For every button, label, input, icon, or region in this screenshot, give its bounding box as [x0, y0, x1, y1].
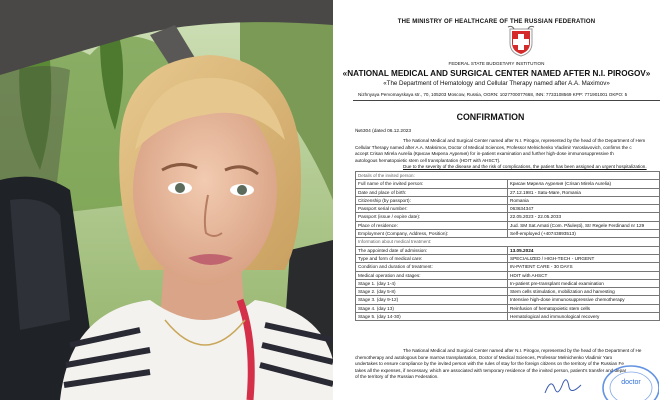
field-value: Крисан Мирела Аурелия (Crisan Mirela Aurelia)	[508, 180, 660, 188]
section-header: Details of the invited person:	[356, 172, 660, 180]
field-label: Medical operation and stages:	[356, 271, 508, 279]
field-label: Stage 3. (day 9-12)	[356, 296, 508, 304]
field-label: Stage 4. (day 13)	[356, 304, 508, 312]
field-value: Intensive high-dose immunosuppressive chemotherapy	[508, 296, 660, 304]
field-label: Type and form of medical care:	[356, 254, 508, 262]
field-value: Stem cells stimulation, mobilization and harvesting	[508, 288, 660, 296]
signature-icon	[543, 375, 583, 397]
field-label: Full name of the invited person:	[356, 180, 508, 188]
table-row	[356, 221, 660, 229]
field-value: Self-employed (+40743893513)	[508, 230, 660, 238]
confirmation-document	[333, 0, 660, 400]
field-label: Condition and duration of treatment:	[356, 263, 508, 271]
russian-emblem-icon	[506, 25, 536, 57]
field-label: Citizenship (by passport):	[356, 196, 508, 204]
table-row	[356, 230, 660, 238]
intro-line: The National Medical and Surgical Center named after N.I. Pirogov, represented by the head of the Department of Hem	[403, 138, 646, 143]
field-label: Stage 2. (day 5-8)	[356, 288, 508, 296]
table-row	[356, 271, 660, 279]
field-value: Hematological and immunological recovery	[508, 313, 660, 321]
closing-line: undertakes to ensure compliance by the invited person with the rules of stay for the foreign citizens on the territory of the Russian Fe	[355, 361, 624, 367]
closing-line: chemotherapy and autologous bone marrow transplantation, Doctor of Medical Sciences, Professor Melnichenko Vladimir Yaro	[355, 354, 613, 360]
field-label: The appointed date of admission:	[356, 246, 508, 254]
header-divider	[353, 100, 660, 101]
table-row	[356, 279, 660, 287]
table-row	[356, 304, 660, 312]
field-label: Employment (Company, Address, Position):	[356, 230, 508, 238]
table-row	[356, 246, 660, 254]
document-number: №6304 (dated 06.12.2023	[355, 129, 412, 134]
table-row	[356, 288, 660, 296]
field-label: Stage 1. (day 1-4)	[356, 279, 508, 287]
field-value: In-patient pre-transplant medical examination	[508, 279, 660, 287]
stamp-text: doctor	[621, 379, 641, 386]
table-row	[356, 213, 660, 221]
field-value: SPECIALIZED / HIGH-TECH - URGENT	[508, 254, 660, 262]
section-header: Information about medical treatment:	[356, 238, 660, 246]
table-row	[356, 188, 660, 196]
field-value: 22.05.2023 - 22.05.2033	[508, 213, 660, 221]
field-label: Passport serial number:	[356, 205, 508, 213]
table-row	[356, 313, 660, 321]
field-label: Stage 5. (day 14-30)	[356, 313, 508, 321]
closing-line: takes all the expenses, if necessary, which are associated with temporary residence of the invited person, patient's transfer and depar	[355, 367, 627, 373]
field-label: Passport (issue / expire date):	[356, 213, 508, 221]
table-row	[356, 180, 660, 188]
field-value: 27.12.1981 - Satu-Mare, Romania	[508, 188, 660, 196]
field-value: IN-PATIENT CARE - 30 DAYS	[508, 263, 660, 271]
intro-line: autologous hematopoietic stem cell transplantation (HDIT with AHSCT).	[355, 157, 501, 163]
table-row	[356, 254, 660, 262]
stamp-icon	[597, 362, 659, 400]
field-value: Reinfusion of hematopoietic stem cells	[508, 304, 660, 312]
field-value: Jud. SM Sat.Amati (Com. Păulești), Str Regele Ferdinand nr 129	[508, 221, 660, 229]
field-label: Place of residence:	[356, 221, 508, 229]
field-value: Romania	[508, 196, 660, 204]
field-value: 13.05.2024	[508, 246, 660, 254]
field-value: 063634347	[508, 205, 660, 213]
table-row	[356, 263, 660, 271]
invited-person-table	[355, 171, 660, 321]
table-row	[356, 196, 660, 204]
institution-name: «NATIONAL MEDICAL AND SURGICAL CENTER NAMED AFTER N.I. PIROGOV»	[342, 69, 651, 78]
closing-line: The National Medical and Surgical Center named after N.I. Pirogov, represented by the head of the Department of He	[403, 348, 642, 353]
ministry-heading: THE MINISTRY OF HEALTHCARE OF THE RUSSIAN FEDERATION	[397, 19, 596, 25]
field-label: Date and place of birth:	[356, 188, 508, 196]
intro-line: Cellular Therapy named after A.A. Maksimov, Doctor of Medical Sciences, Professor Melnichenko Vladimir Yaroslavovich, confirms the c	[355, 144, 632, 150]
table-row	[356, 205, 660, 213]
intro-paragraph	[355, 138, 660, 171]
table-row	[356, 296, 660, 304]
department-name: «The Department of Hematology and Cellular Therapy named after A.A. Maximov»	[383, 80, 610, 87]
institution-address: Nizhnyaya Pervomayskaya str., 70, 105203 Moscow, Russia, OGRN: 1027700077668, INN: 7733108569 KPP: 771901001 OKPO: 5	[358, 92, 628, 97]
field-value: HDIT with AHSCT	[508, 271, 660, 279]
fsbi-heading: FEDERAL STATE BUDGETARY INSTITUTION	[448, 61, 545, 66]
intro-line: accept Crisan Mirela Aurelia (Крисан Мирела Аурелия) for in-patient examination and further high-dose immunosuppressive th	[355, 151, 614, 157]
intro-line: Due to the severity of the disease and the risk of complications, the patient has been assigned an urgent hospitalization.	[403, 164, 647, 170]
document-title: CONFIRMATION	[456, 112, 525, 122]
closing-line: of the territory of the Russian Federation.	[355, 374, 439, 380]
